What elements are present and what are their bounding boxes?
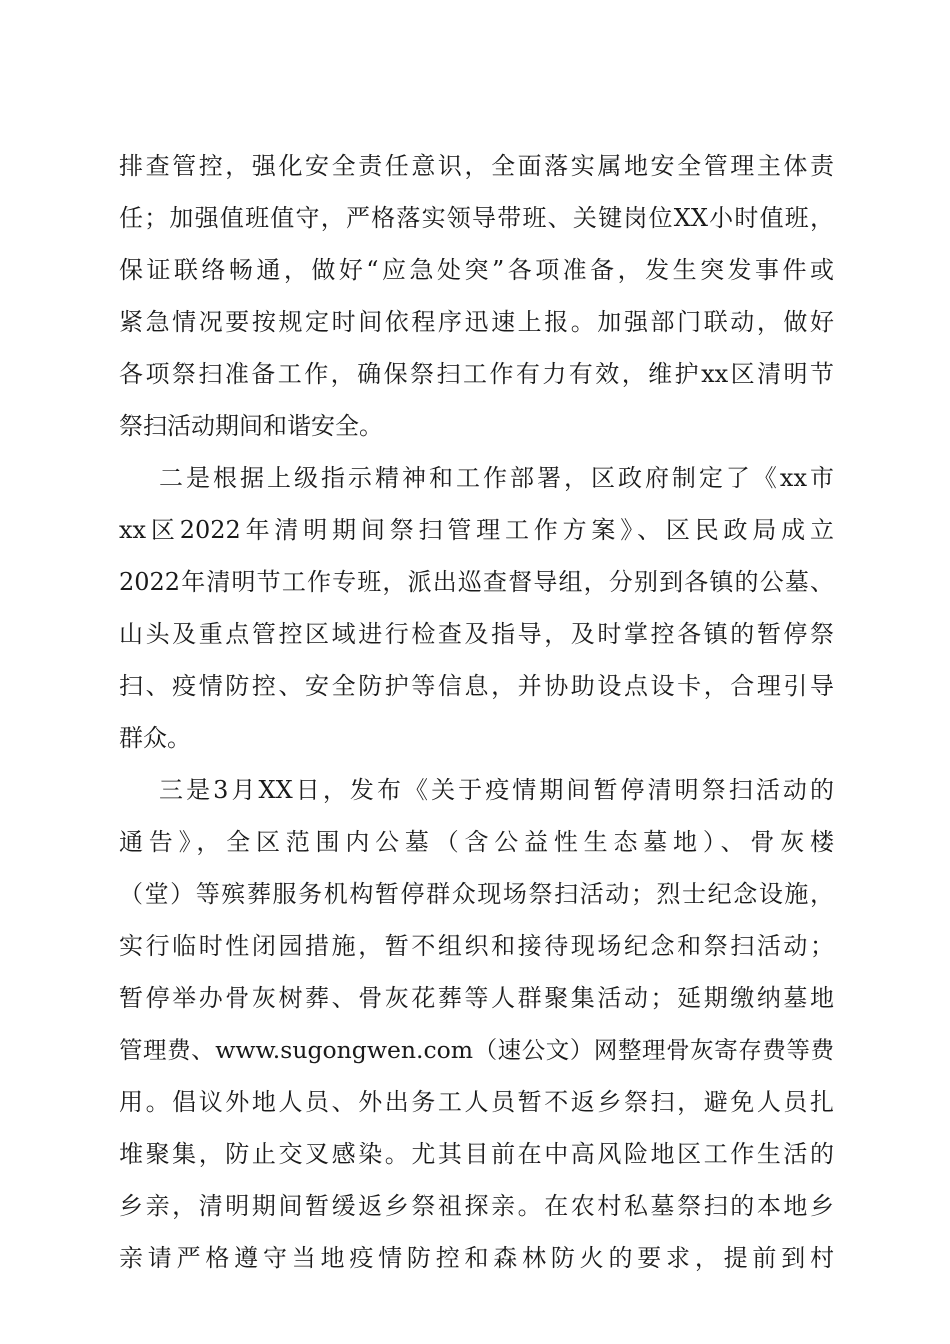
paragraph-line: 暂停举办骨灰树葬、骨灰花葬等人群聚集活动；延期缴纳墓地: [119, 984, 834, 1012]
paragraph-line: 堆聚集，防止交叉感染。尤其目前在中高风险地区工作生活的: [119, 1140, 834, 1168]
paragraph-line: 祭扫活动期间和谐安全。: [119, 412, 383, 440]
paragraph-line: 扫、疫情防控、安全防护等信息，并协助设点设卡，合理引导: [119, 672, 834, 700]
document-body: [119, 140, 834, 1284]
paragraph-line: 二是根据上级指示精神和工作部署，区政府制定了《xx市: [159, 464, 834, 492]
paragraph-line: 各项祭扫准备工作，确保祭扫工作有力有效，维护xx区清明节: [119, 360, 834, 388]
paragraph-line: 2022年清明节工作专班，派出巡查督导组，分别到各镇的公墓、: [119, 568, 834, 596]
paragraph-1: [119, 140, 834, 452]
paragraph-3: [119, 764, 834, 1284]
paragraph-line: xx区2022年清明期间祭扫管理工作方案》、区民政局成立: [119, 516, 834, 544]
paragraph-line: 乡亲，清明期间暂缓返乡祭祖探亲。在农村私墓祭扫的本地乡: [119, 1192, 834, 1220]
paragraph-line: 三是3月XX日，发布《关于疫情期间暂停清明祭扫活动的: [159, 776, 834, 804]
paragraph-line: 任；加强值班值守，严格落实领导带班、关键岗位XX小时值班，: [119, 204, 834, 232]
paragraph-line: 排查管控，强化安全责任意识，全面落实属地安全管理主体责: [119, 152, 834, 180]
paragraph-line: 亲请严格遵守当地疫情防控和森林防火的要求，提前到村: [119, 1244, 834, 1272]
paragraph-line: 通告》，全区范围内公墓（含公益性生态墓地）、骨灰楼: [119, 828, 834, 856]
paragraph-line: 群众。: [119, 724, 191, 752]
paragraph-line: （堂）等殡葬服务机构暂停群众现场祭扫活动；烈士纪念设施，: [119, 880, 834, 908]
paragraph-line: 管理费、www.sugongwen.com（速公文）网整理骨灰寄存费等费: [119, 1036, 834, 1064]
paragraph-line: 保证联络畅通，做好“应急处突”各项准备，发生突发事件或: [119, 256, 834, 284]
paragraph-line: 用。倡议外地人员、外出务工人员暂不返乡祭扫，避免人员扎: [119, 1088, 834, 1116]
paragraph-line: 山头及重点管控区域进行检查及指导，及时掌控各镇的暂停祭: [119, 620, 834, 648]
paragraph-line: 紧急情况要按规定时间依程序迅速上报。加强部门联动，做好: [119, 308, 834, 336]
paragraph-2: [119, 452, 834, 764]
paragraph-line: 实行临时性闭园措施，暂不组织和接待现场纪念和祭扫活动；: [119, 932, 834, 960]
